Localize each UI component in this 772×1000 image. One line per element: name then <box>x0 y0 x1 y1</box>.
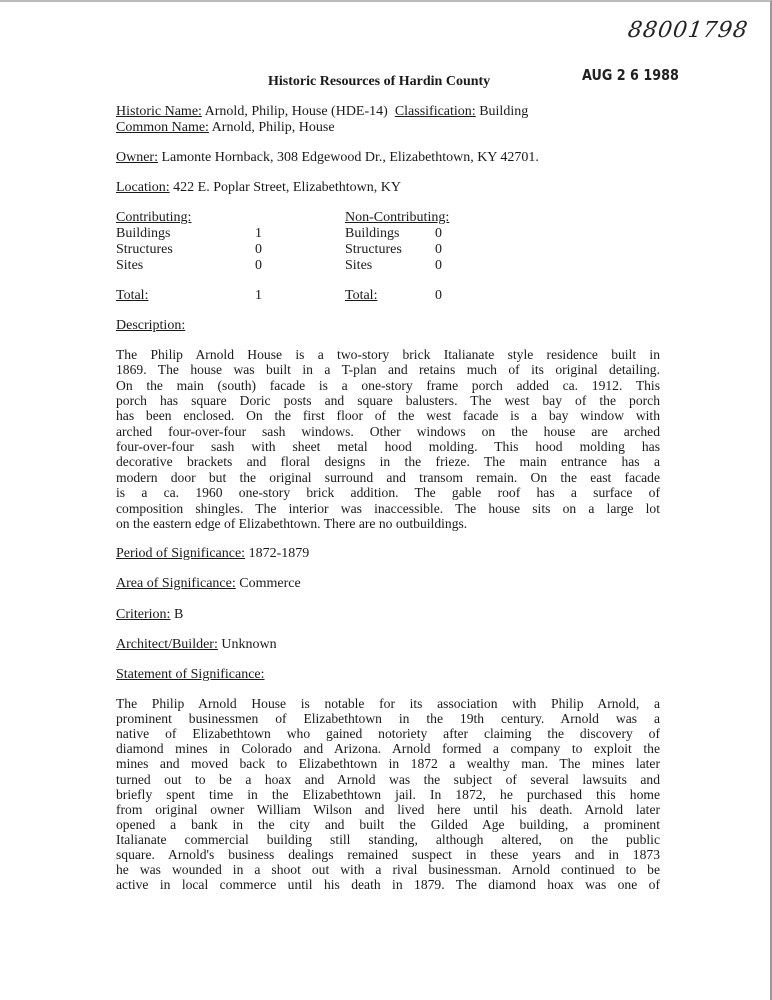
classification-value: Building <box>479 104 529 119</box>
description-line: composition shingles. The interior was inaccessible. The house sits on a large lot <box>116 500 660 516</box>
description-line: modern door but the original surround and transom remain. On the east facade <box>116 469 660 485</box>
common-name-label: Common Name: <box>116 120 209 135</box>
statement-line: briefly spent time in the Elizabethtown jail. In 1872, he purchased this home <box>116 786 660 802</box>
criterion-label: Criterion: <box>116 607 171 622</box>
description-heading: Description: <box>116 318 186 333</box>
contributing-count: 0 <box>255 242 262 257</box>
statement-line: native of Elizabethtown who gained notoriety after claiming the discovery of <box>116 726 660 742</box>
handwritten-reference-number: 88001798 <box>626 18 750 43</box>
area-value: Commerce <box>239 576 301 591</box>
description-line: decorative brackets and floral designs in the frieze. The main entrance has a <box>116 454 660 470</box>
statement-heading: Statement of Significance: <box>116 667 265 682</box>
historic-name-label: Historic Name: <box>116 104 202 119</box>
contributing-count: 0 <box>255 258 262 273</box>
description-line: porch has square Doric posts and square balusters. The west bay of the porch <box>116 393 660 409</box>
architect-row <box>116 637 277 653</box>
description-line: On the main (south) facade is a one-story frame porch added ca. 1912. This <box>116 377 660 393</box>
statement-line: he was wounded in a shoot out with a rival businessman. Arnold continued to be <box>116 862 660 878</box>
resource-type-label: Structures <box>116 242 173 257</box>
description-line: The Philip Arnold House is a two-story brick Italianate style residence built in <box>116 347 660 362</box>
statement-line: active in local commerce until his death in 1879. The diamond hoax was one of <box>116 877 660 893</box>
location-value: 422 E. Poplar Street, Elizabethtown, KY <box>173 180 401 195</box>
total-label-noncontributing: Total: <box>345 288 378 303</box>
description-line: four-over-four sash with sheet metal hood molding. This hood molding has <box>116 439 660 455</box>
description-line: is a ca. 1960 one-story brick addition. The gable roof has a surface of <box>116 485 660 501</box>
resource-type-label: Buildings <box>116 226 171 241</box>
total-contributing-value: 1 <box>255 288 262 303</box>
statement-line: The Philip Arnold House is notable for its association with Philip Arnold, a <box>116 696 660 711</box>
resource-type-label: Sites <box>116 258 144 273</box>
historic-name-row <box>116 104 528 120</box>
area-label: Area of Significance: <box>116 576 236 591</box>
owner-label: Owner: <box>116 150 158 165</box>
total-label-contributing: Total: <box>116 288 149 303</box>
historic-name-value: Arnold, Philip, House (HDE-14) <box>204 104 388 119</box>
statement-line: opened a bank in the city and built the Gilded Age building, a prominent <box>116 816 660 832</box>
area-row <box>116 576 301 592</box>
statement-line: square. Arnold's business dealings remained suspect in these years and in 1873 <box>116 847 660 862</box>
classification-label: Classification: <box>394 104 476 119</box>
statement-line: mines and moved back to Elizabethtown in 1872 a wealthy man. The mines later <box>116 756 660 772</box>
total-noncontributing-value: 0 <box>435 288 442 303</box>
description-line: on the eastern edge of Elizabethtown. There are no outbuildings. <box>116 515 468 531</box>
document-title: Historic Resources of Hardin County <box>268 74 491 89</box>
location-label: Location: <box>116 180 170 195</box>
common-name-value: Arnold, Philip, House <box>211 120 335 135</box>
owner-row <box>116 150 539 166</box>
statement-line: diamond mines in Colorado and Arizona. Arnold formed a company to exploit the <box>116 741 660 757</box>
criterion-value: B <box>173 607 184 622</box>
period-value: 1872-1879 <box>248 546 310 561</box>
architect-value: Unknown <box>221 637 277 652</box>
contributing-header: Contributing: <box>116 210 192 225</box>
noncontributing-count: 0 <box>435 226 442 241</box>
period-row <box>116 546 309 562</box>
architect-label: Architect/Builder: <box>116 637 218 652</box>
owner-value: Lamonte Hornback, 308 Edgewood Dr., Elizabethtown, KY 42701. <box>161 150 539 165</box>
period-label: Period of Significance: <box>116 546 246 561</box>
resource-type-label: Sites <box>345 258 373 273</box>
description-line: 1869. The house was built in a T-plan and retains much of its original detailing. <box>116 362 660 378</box>
resource-type-label: Buildings <box>345 226 400 241</box>
statement-line: prominent businessmen of Elizabethtown in the 19th century. Arnold was a <box>116 711 660 727</box>
noncontributing-count: 0 <box>435 258 442 273</box>
description-line: has been enclosed. On the first floor of the west facade is a bay window with <box>116 408 660 424</box>
statement-line: from original owner William Wilson and lived here until his death. Arnold later <box>116 801 660 817</box>
location-row <box>116 180 401 196</box>
statement-line: turned out to be a hoax and Arnold was the subject of several lawsuits and <box>116 771 660 787</box>
description-line: arched four-over-four sash windows. Other windows on the house are arched <box>116 423 660 439</box>
noncontributing-header: Non-Contributing: <box>345 210 450 225</box>
common-name-row <box>116 120 335 136</box>
resource-type-label: Structures <box>345 242 402 257</box>
criterion-row <box>116 607 183 623</box>
contributing-count: 1 <box>255 226 262 241</box>
statement-line: Italianate commercial building still standing, although altered, on the public <box>116 831 660 847</box>
received-date-stamp: AUG 2 6 1988 <box>582 66 679 84</box>
noncontributing-count: 0 <box>435 242 442 257</box>
